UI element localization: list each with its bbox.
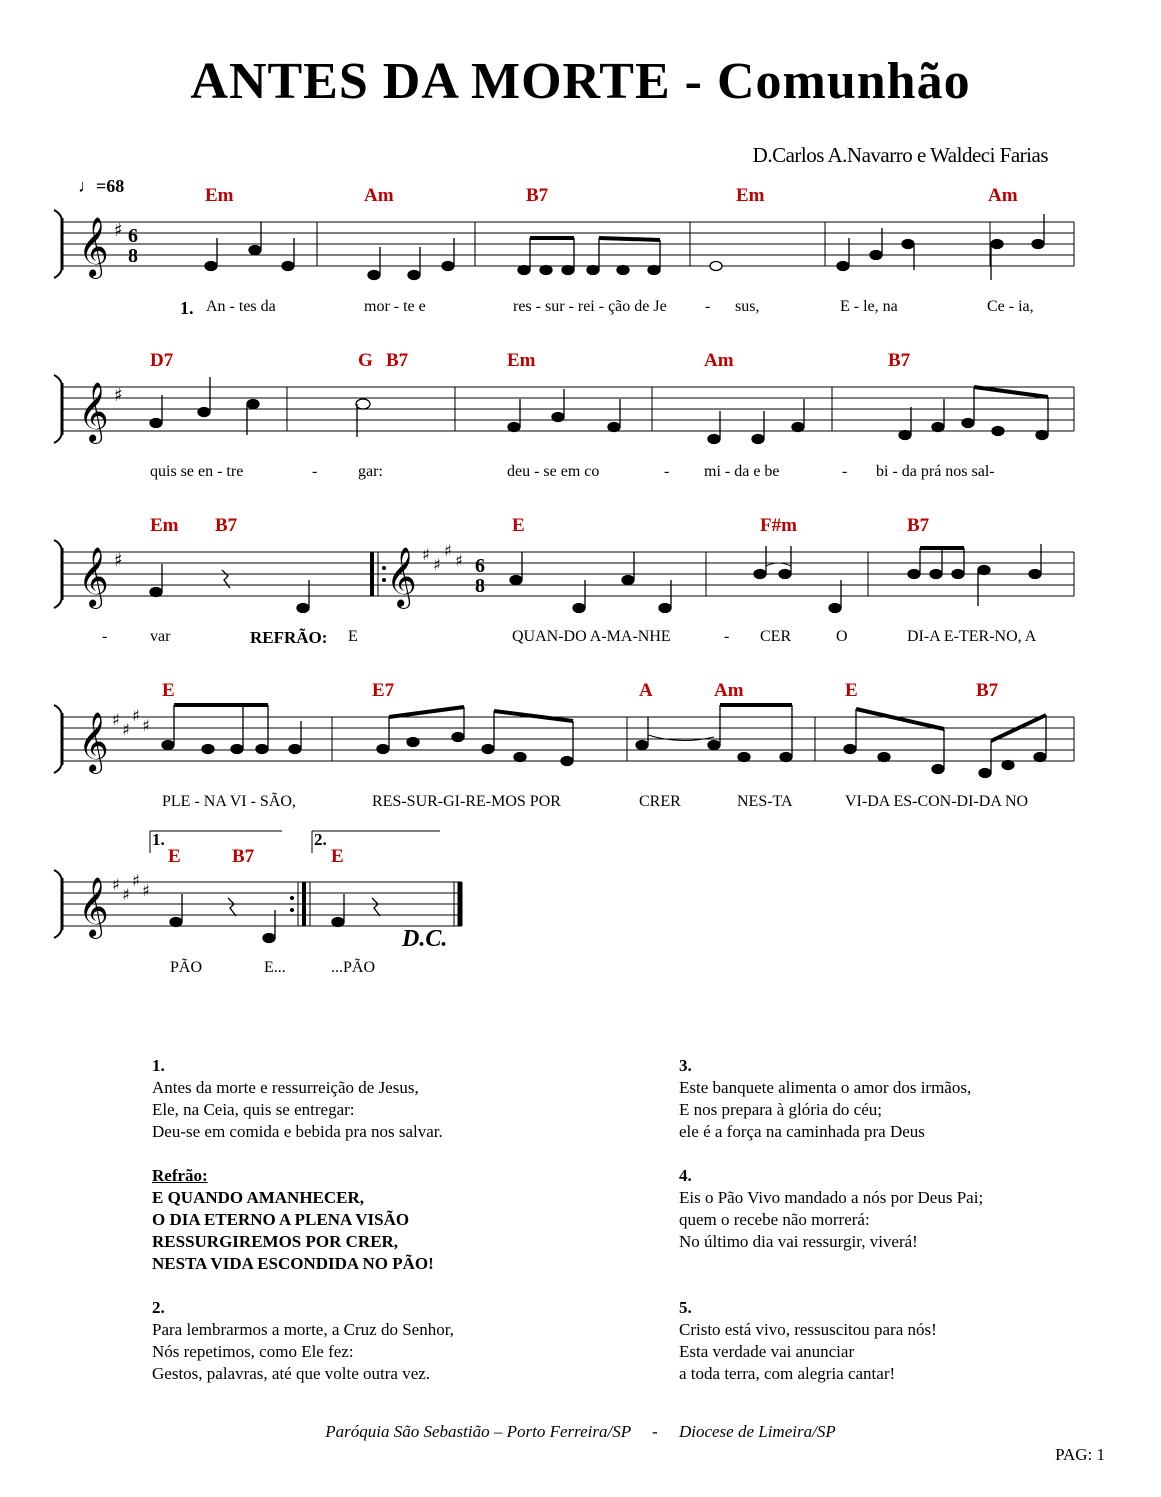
verse-number: 1.	[180, 298, 194, 318]
svg-text:♯: ♯	[114, 550, 123, 571]
svg-text:♯: ♯	[112, 875, 120, 894]
lyrics-column-right	[679, 1055, 1119, 1407]
svg-text:♯: ♯	[433, 555, 441, 574]
chord: B7	[215, 515, 238, 536]
chord: B7	[526, 185, 549, 206]
chord: D7	[150, 350, 174, 371]
svg-text:♯: ♯	[122, 885, 130, 904]
chord: B7	[386, 350, 409, 371]
svg-text:♯: ♯	[114, 220, 123, 241]
lyrics-line-1	[0, 298, 1161, 318]
svg-text:♯: ♯	[444, 541, 452, 560]
lyric-syllables: VI-DA ES-CON-DI-DA NO	[845, 793, 1029, 810]
chord: E7	[372, 680, 395, 701]
refrao: Refrão: E QUANDO AMANHECER, O DIA ETERNO A PLENA VISÃO RESSURGIREMOS POR CRER, NESTA VIDA ESCONDIDA NO PÃO!	[152, 1166, 434, 1273]
chord: Am	[714, 680, 744, 701]
svg-text:♯: ♯	[122, 720, 130, 739]
chord: Em	[205, 185, 234, 206]
chord: Am	[704, 350, 734, 371]
chord: Am	[364, 185, 394, 206]
lyric-syllables: deu - se em co	[507, 463, 600, 480]
chord: Em	[507, 350, 536, 371]
treble-clef-icon: 𝄞	[78, 547, 109, 607]
lyric-syllables: -	[724, 628, 730, 645]
lyric-syllables: PLE - NA VI - SÃO,	[162, 793, 296, 810]
lyrics-line-2	[0, 463, 1161, 483]
svg-text:♯: ♯	[422, 545, 430, 564]
lyric-syllables: res - sur - rei - ção de Je	[513, 298, 667, 315]
composer-credit: D.Carlos A.Navarro e Waldeci Farias	[752, 143, 1048, 167]
treble-clef-icon: 𝄞	[386, 547, 417, 607]
lyrics-line-3	[0, 628, 1161, 648]
chord: G	[358, 350, 373, 371]
lyric-syllables: NES-TA	[737, 793, 793, 810]
lyric-syllables: O	[836, 628, 848, 645]
chord: E	[162, 680, 175, 701]
staff-3	[50, 530, 1080, 620]
svg-text:♯: ♯	[112, 710, 120, 729]
chord: B7	[976, 680, 999, 701]
lyric-syllables: QUAN-DO A-MA-NHE	[512, 628, 671, 645]
verse-1: 1. Antes da morte e ressurreição de Jesus, Ele, na Ceia, quis se entregar: Deu-se em comida e bebida pra nos salvar.	[152, 1056, 443, 1141]
song-title: ANTES DA MORTE - Comunhão	[190, 53, 971, 110]
lyric-syllables: -	[705, 298, 711, 315]
svg-text:8: 8	[128, 245, 138, 267]
lyric-syllables: ...PÃO	[331, 959, 376, 976]
svg-text:♯: ♯	[114, 385, 123, 406]
chord: E	[168, 846, 181, 867]
lyric-syllables: CRER	[639, 793, 681, 810]
chord: F#m	[760, 515, 797, 536]
chord: A	[639, 680, 653, 701]
lyric-syllables: sus,	[735, 298, 760, 315]
lyric-syllables: E	[348, 628, 358, 645]
svg-text:♯: ♯	[455, 551, 463, 570]
volta-2: 2.	[314, 830, 327, 849]
chord: Em	[150, 515, 179, 536]
chord: B7	[888, 350, 911, 371]
lyric-syllables: E...	[264, 959, 286, 976]
verse-5: 5. Cristo está vivo, ressuscitou para nós! Esta verdade vai anunciar a toda terra, com alegria cantar!	[679, 1298, 937, 1383]
page-number: PAG: 1	[1055, 1445, 1105, 1464]
lyric-syllables: E - le, na	[840, 298, 898, 315]
lyric-syllables: Ce - ia,	[987, 298, 1034, 315]
parish-footer: Paróquia São Sebastião – Porto Ferreira/SP - Diocese de Limeira/SP	[325, 1422, 836, 1441]
svg-text:♯: ♯	[132, 706, 140, 725]
verse-4: 4. Eis o Pão Vivo mandado a nós por Deus Pai; quem o recebe não morrerá: No último dia vai ressurgir, viverá!	[679, 1166, 984, 1251]
chord: B7	[232, 846, 255, 867]
lyric-syllables: var	[150, 628, 171, 645]
staff-2	[50, 365, 1080, 455]
lyric-syllables: -	[842, 463, 848, 480]
lyric-syllables: mor - te e	[364, 298, 426, 315]
treble-clef-icon: 𝄞	[78, 877, 109, 937]
verse-2: 2. Para lembrarmos a morte, a Cruz do Senhor, Nós repetimos, como Ele fez: Gestos, palavras, até que volte outra vez.	[152, 1298, 454, 1383]
lyric-syllables: CER	[760, 628, 792, 645]
lyrics-column-left	[152, 1055, 632, 1407]
lyrics-line-4	[0, 793, 1161, 813]
lyric-syllables: PÃO	[170, 959, 203, 976]
lyric-syllables: -	[102, 628, 108, 645]
svg-text:6: 6	[128, 225, 138, 247]
svg-text:6: 6	[475, 555, 485, 577]
lyric-syllables: mi - da e be	[704, 463, 780, 480]
chord: E	[512, 515, 525, 536]
volta-1: 1.	[152, 830, 165, 849]
lyric-syllables: gar:	[358, 463, 383, 480]
lyric-syllables: bi - da prá nos sal-	[876, 463, 995, 480]
lyric-syllables: RES-SUR-GI-RE-MOS POR	[372, 793, 561, 810]
treble-clef-icon: 𝄞	[78, 217, 109, 277]
chord: E	[331, 846, 344, 867]
chord: B7	[907, 515, 930, 536]
staff-5	[50, 825, 1080, 955]
svg-text:♯: ♯	[142, 881, 150, 900]
chord: E	[845, 680, 858, 701]
lyric-syllables: An - tes da	[206, 298, 276, 315]
lyrics-line-5	[0, 959, 1161, 979]
tempo-marking: ♩=68	[78, 176, 125, 196]
svg-text:8: 8	[475, 575, 485, 597]
svg-text:♯: ♯	[142, 716, 150, 735]
lyric-syllables: DI-A E-TER-NO, A	[907, 628, 1037, 645]
svg-text:♯: ♯	[132, 871, 140, 890]
treble-clef-icon: 𝄞	[78, 712, 109, 772]
staff-4	[50, 695, 1080, 785]
refrao-label: REFRÃO:	[250, 628, 328, 647]
chord: Em	[736, 185, 765, 206]
staff-1	[50, 200, 1080, 290]
da-capo-marking: D.C.	[402, 926, 448, 952]
chord: Am	[988, 185, 1018, 206]
lyric-syllables: quis se en - tre	[150, 463, 244, 480]
treble-clef-icon: 𝄞	[78, 382, 109, 442]
lyric-syllables: -	[312, 463, 318, 480]
lyric-syllables: -	[664, 463, 670, 480]
verse-3: 3. Este banquete alimenta o amor dos irmãos, E nos prepara à glória do céu; ele é a força na caminhada pra Deus	[679, 1056, 972, 1141]
